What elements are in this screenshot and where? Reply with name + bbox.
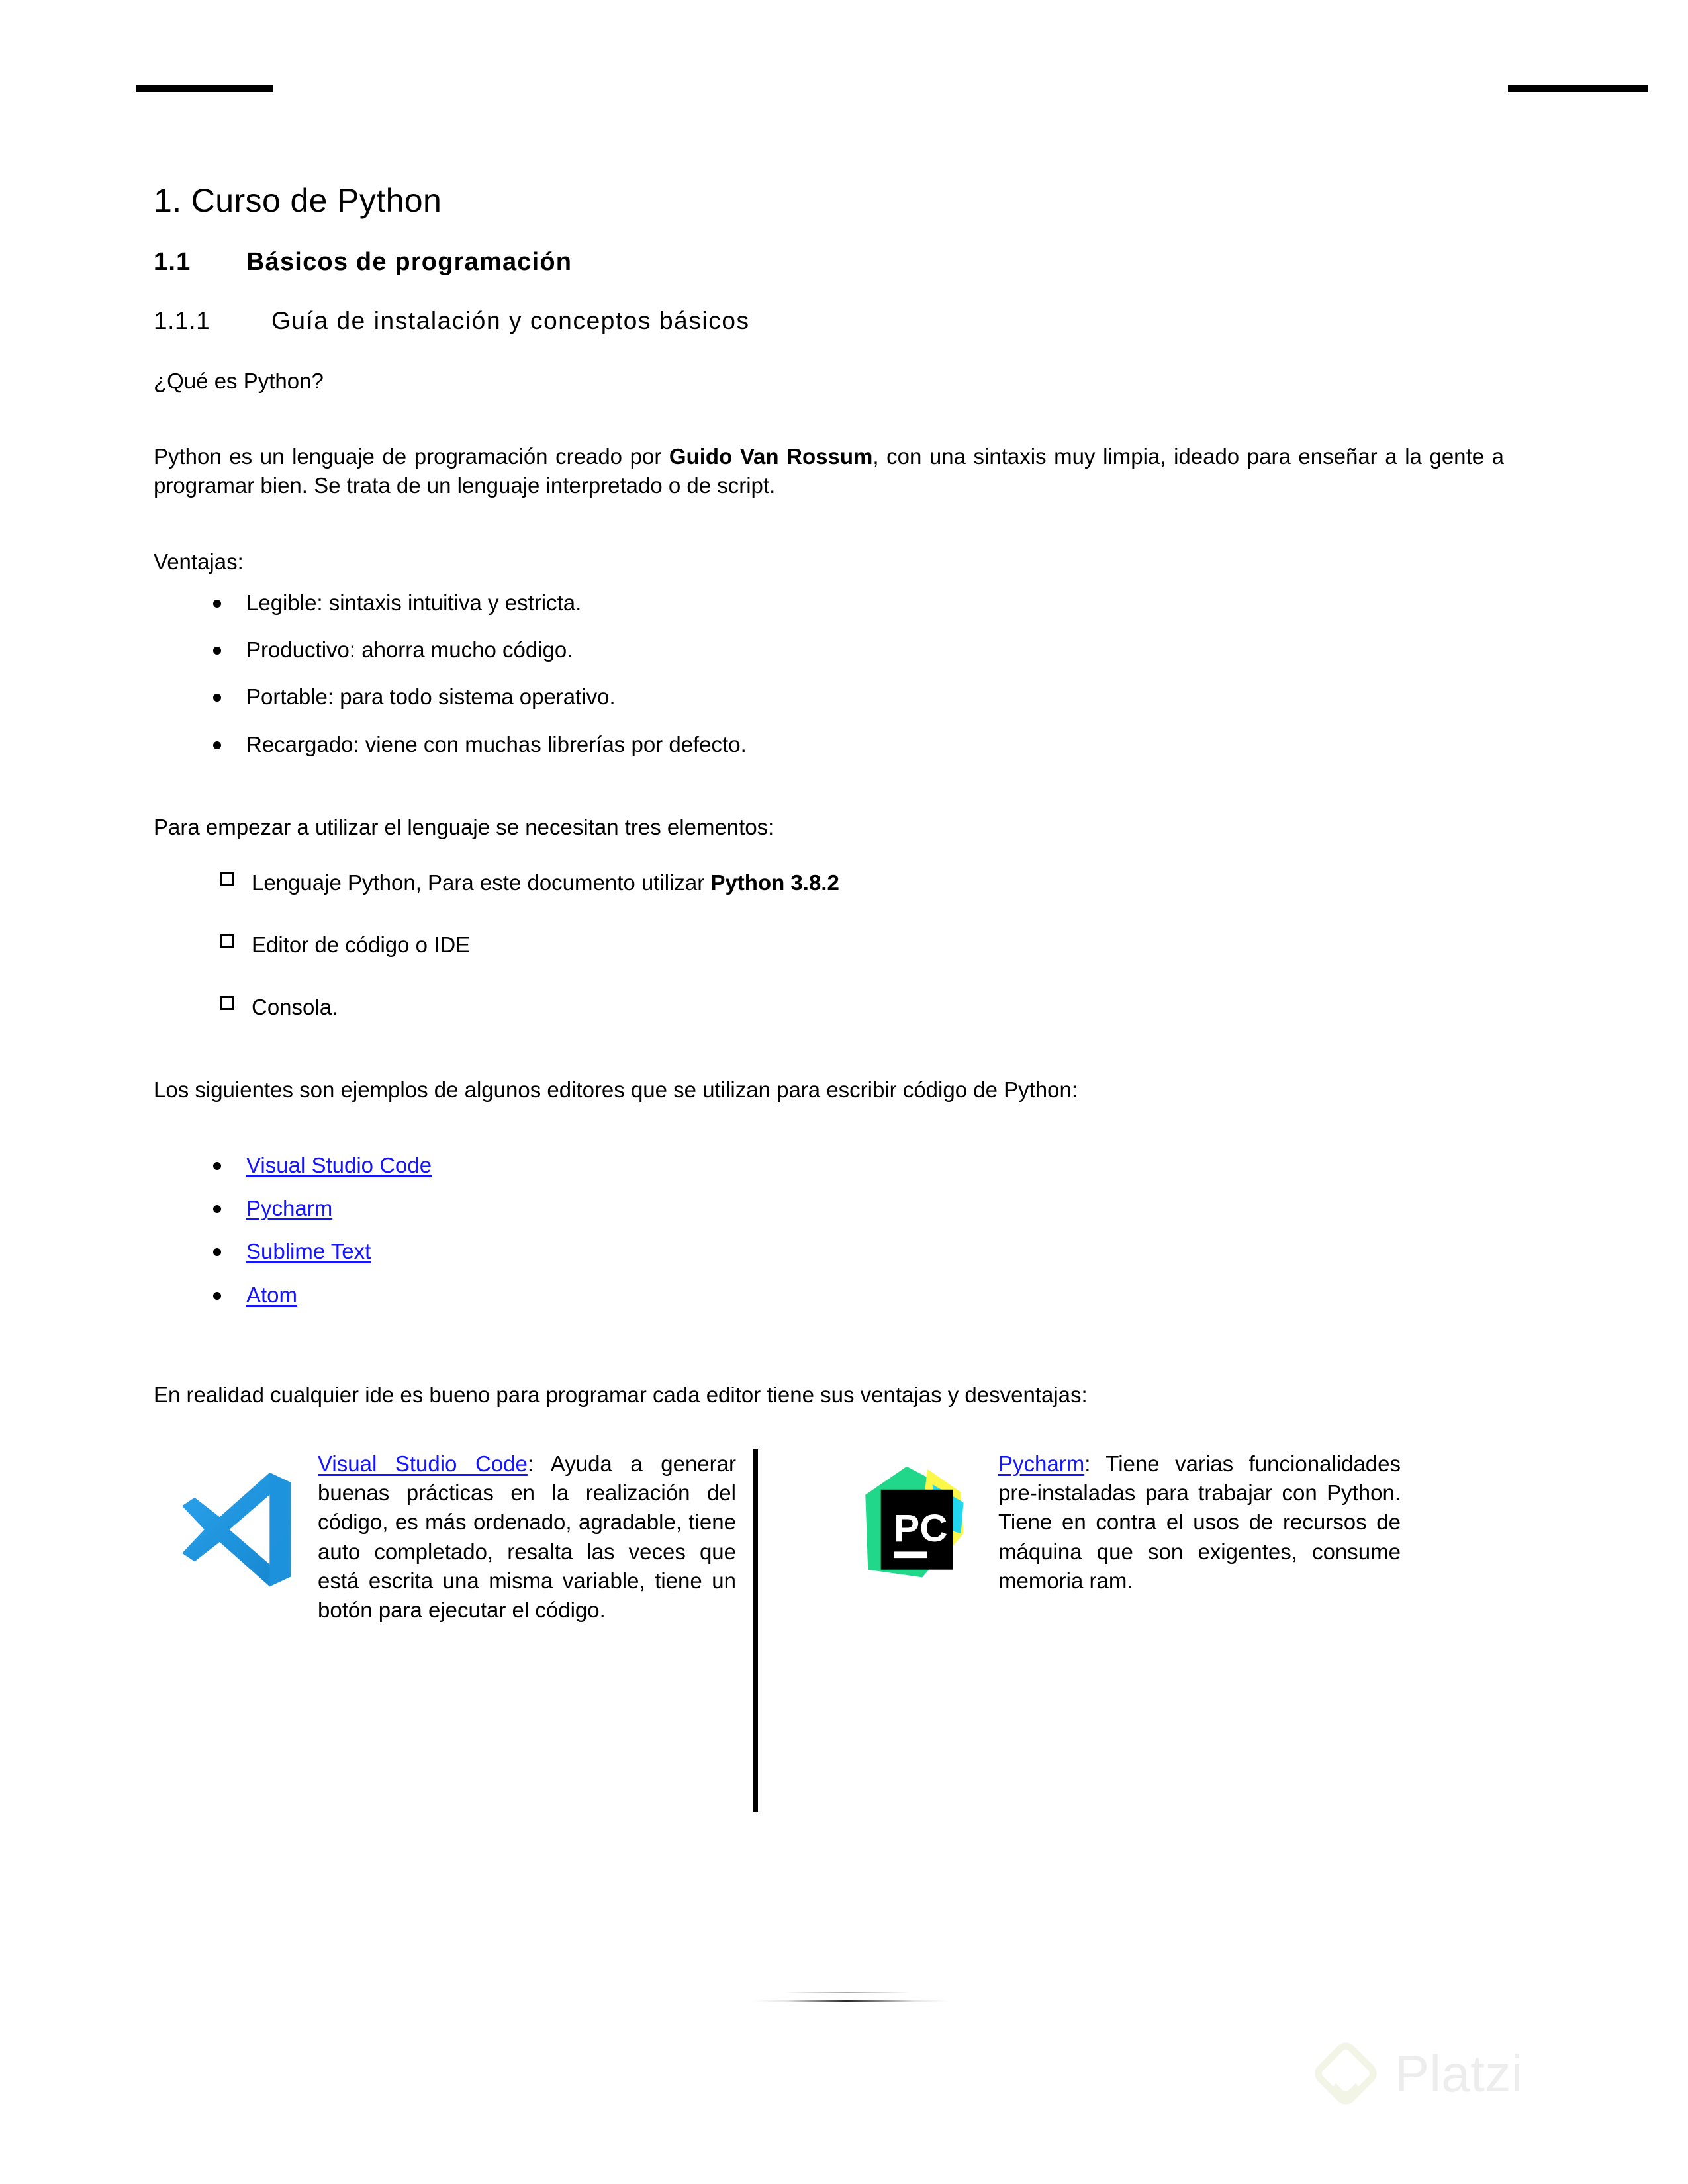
list-item-label: Editor de código o IDE [252, 933, 471, 958]
bullet-dot-icon [213, 647, 221, 655]
list-item [154, 868, 1504, 897]
bullet-dot-icon [213, 1292, 221, 1300]
bullet-square-icon [220, 872, 234, 886]
colon: : [527, 1451, 534, 1476]
editor-comparison [154, 1449, 1504, 1625]
question-line: ¿Qué es Python? [154, 369, 324, 393]
heading-2-title: Básicos de programación [246, 248, 573, 276]
bullet-dot-icon [213, 1162, 221, 1170]
vscode-logo [167, 1459, 306, 1598]
bullet-dot-icon [213, 600, 221, 608]
link-visual-studio-code[interactable]: Visual Studio Code [246, 1152, 432, 1177]
heading-level-2 [154, 248, 1504, 277]
link-atom[interactable]: Atom [246, 1282, 298, 1307]
intro-text-after: , con una sintaxis muy limpia, ideado para enseñar a la gente a programar bien. Se trata de un lenguaje interpretado o de script. [154, 444, 1505, 498]
link-pycharm-heading[interactable]: Pycharm [998, 1451, 1085, 1476]
page-title: 1. Curso de Python [154, 182, 442, 219]
list-item [154, 730, 1504, 759]
list-item-label: Productivo: ahorra mucho código. [246, 637, 573, 662]
heading-2-number: 1.1 [154, 248, 191, 276]
platzi-wordmark: Platzi [1395, 2044, 1523, 2103]
spacer [154, 777, 1504, 813]
platzi-watermark [1314, 2042, 1523, 2105]
intro-paragraph [154, 442, 1504, 500]
bullet-dot-icon [213, 694, 221, 702]
bullet-square-icon [220, 996, 234, 1010]
requirements-label: Para empezar a utilizar el lenguaje se necesitan tres elementos: [154, 814, 774, 839]
compare-intro: En realidad cualquier ide es bueno para programar cada editor tiene sus ventajas y desventajas: [154, 1382, 1088, 1407]
list-item [154, 682, 1504, 711]
spacer [154, 1131, 1504, 1151]
list-item [154, 1194, 1504, 1223]
heading-3-number: 1.1.1 [154, 307, 211, 334]
list-item [154, 931, 1504, 960]
advantages-label: Ventajas: [154, 549, 244, 574]
list-item-label: Recargado: viene con muchas librerías por defecto. [246, 731, 747, 756]
list-item-label: Consola. [252, 995, 338, 1020]
list-item [154, 588, 1504, 617]
list-item [154, 635, 1504, 664]
spacer [154, 1324, 1504, 1381]
link-sublime-text[interactable]: Sublime Text [246, 1239, 371, 1264]
header-rule-left [136, 85, 273, 92]
comparison-column-vscode [154, 1449, 769, 1625]
pycharm-logo-icon [847, 1459, 976, 1588]
spacer [154, 422, 1504, 442]
list-item-label: Portable: para todo sistema operativo. [246, 684, 616, 709]
requirements-list [154, 868, 1504, 1023]
bullet-dot-icon [213, 741, 221, 749]
list-item [154, 1237, 1504, 1266]
comparison-column-pycharm [769, 1449, 1401, 1625]
intro-bold-name: Guido Van Rossum [669, 444, 873, 469]
spacer [154, 1056, 1504, 1075]
decorative-divider-upper [784, 1992, 910, 1993]
link-pycharm[interactable]: Pycharm [246, 1196, 333, 1221]
pycharm-logo [847, 1459, 986, 1598]
document-content [154, 182, 1504, 1625]
link-visual-studio-code-heading[interactable]: Visual Studio Code [318, 1451, 528, 1476]
list-item [154, 1151, 1504, 1180]
list-item [154, 993, 1504, 1022]
list-item-label: Lenguaje Python, Para este documento utilizar [252, 870, 711, 895]
decorative-divider [751, 2000, 950, 2002]
list-item-bold: Python 3.8.2 [710, 870, 839, 895]
vscode-logo-icon [167, 1459, 306, 1598]
platzi-diamond-icon [1314, 2042, 1378, 2105]
pycharm-body-text: Tiene varias funcionalidades pre-instaladas para trabajar con Python. Tiene en contra el usos de recursos de máquina que son exigentes, consume memoria ram. [998, 1451, 1401, 1593]
bullet-square-icon [220, 934, 234, 948]
spacer [154, 527, 1504, 547]
heading-3-title: Guía de instalación y conceptos básicos [271, 307, 750, 334]
advantages-list [154, 588, 1504, 759]
list-item [154, 1281, 1504, 1310]
bullet-dot-icon [213, 1205, 221, 1213]
list-item-label: Legible: sintaxis intuitiva y estricta. [246, 590, 582, 615]
heading-level-3 [154, 307, 1504, 335]
bullet-dot-icon [213, 1248, 221, 1256]
editors-label: Los siguientes son ejemplos de algunos editores que se utilizan para escribir código de Python: [154, 1077, 1078, 1102]
header-rule-right [1508, 85, 1648, 92]
svg-text:PC: PC [894, 1506, 948, 1550]
vscode-body-text: Ayuda a generar buenas prácticas en la realización del código, es más ordenado, agradable, tiene auto completado, resalta las veces que está escrita una misma variable, tiene un botón para ejecutar el código. [318, 1451, 736, 1623]
colon: : [1084, 1451, 1091, 1476]
editor-links-list [154, 1151, 1504, 1310]
intro-text-before: Python es un lenguaje de programación creado por [154, 444, 669, 469]
